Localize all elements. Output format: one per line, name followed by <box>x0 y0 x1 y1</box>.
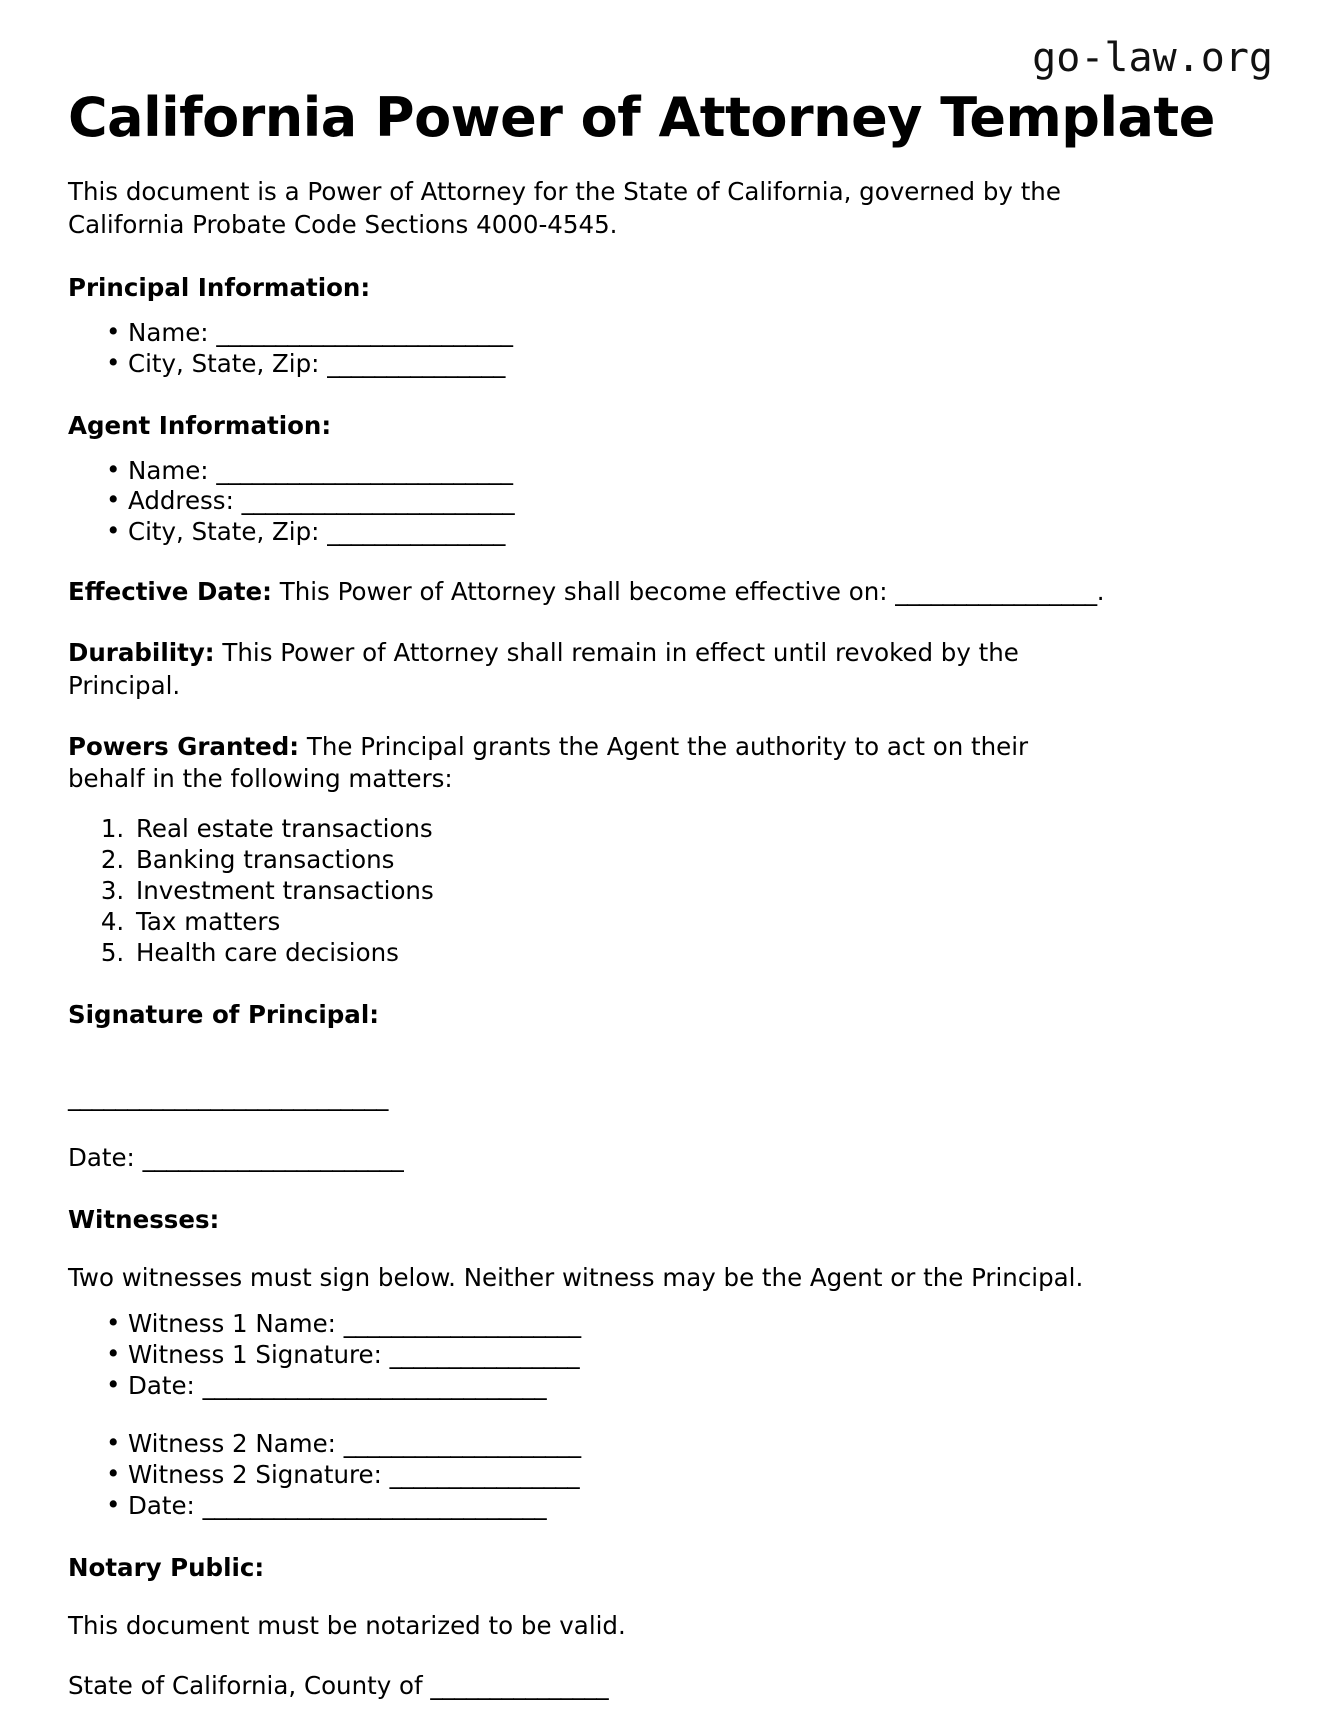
list-item <box>106 517 1271 548</box>
durability-text: This Power of Attorney shall remain in effect until revoked by the Principal. <box>68 637 1019 700</box>
field-blank[interactable]: _________________________ <box>216 317 513 347</box>
agent-fields-list <box>68 456 1271 549</box>
field-label: Witness 2 Signature: <box>128 1460 382 1490</box>
field-label: Witness 1 Signature: <box>128 1339 382 1369</box>
durability-paragraph <box>68 637 1108 703</box>
notary-public-heading: Notary Public: <box>68 1552 265 1582</box>
state-county-blank[interactable]: _______________ <box>430 1670 609 1700</box>
witnesses-heading: Witnesses: <box>68 1205 220 1235</box>
effective-date-blank[interactable]: _________________ <box>895 577 1097 607</box>
powers-granted-label: Powers Granted: <box>68 731 300 761</box>
intro-paragraph: This document is a Power of Attorney for the State of California, governed by the California Probate Code Sections 4000-4545. <box>68 177 1061 240</box>
field-blank[interactable]: _____________________________ <box>202 1370 547 1400</box>
effective-date-text: This Power of Attorney shall become effective on: <box>279 577 888 607</box>
page-title: California Power of Attorney Template <box>68 86 1215 149</box>
list-item <box>106 1340 1271 1371</box>
field-blank[interactable]: ________________ <box>389 1339 580 1369</box>
list-item <box>106 318 1271 349</box>
list-item <box>106 349 1271 380</box>
witnesses-intro: Two witnesses must sign below. Neither witness may be the Agent or the Principal. <box>68 1262 1084 1292</box>
field-blank[interactable]: _______________ <box>327 517 505 547</box>
list-item <box>106 1371 1271 1402</box>
field-blank[interactable]: _______________________ <box>241 486 515 516</box>
field-label: Witness 2 Name: <box>128 1429 336 1459</box>
list-item <box>106 456 1271 487</box>
date-label: Date: <box>68 1143 135 1173</box>
field-blank[interactable]: ____________________ <box>343 1429 581 1459</box>
effective-date-label: Effective Date: <box>68 577 272 607</box>
signature-of-principal-heading: Signature of Principal: <box>68 999 380 1029</box>
bottom-spacer <box>68 1701 1271 1711</box>
list-item <box>106 486 1271 517</box>
field-blank[interactable]: _________________________ <box>216 455 513 485</box>
notary-text: This document must be notarized to be valid. <box>68 1610 626 1640</box>
list-item: 3. Investment transactions <box>132 876 1271 907</box>
field-blank[interactable]: ________________ <box>389 1460 580 1490</box>
list-item: 1. Real estate transactions <box>132 814 1271 845</box>
field-label: Address: <box>128 486 234 516</box>
field-label: Witness 1 Name: <box>128 1308 336 1338</box>
witness-1-fields-list <box>68 1309 1271 1402</box>
witness-2-fields-list <box>68 1429 1271 1522</box>
field-blank[interactable]: _______________ <box>327 348 505 378</box>
field-label: Name: <box>128 317 209 347</box>
field-label: City, State, Zip: <box>128 348 320 378</box>
list-item <box>106 1491 1271 1522</box>
powers-granted-text: The Principal grants the Agent the authority to act on their behalf in the following matters: <box>68 731 1029 794</box>
powers-granted-paragraph <box>68 731 1108 797</box>
field-label: Name: <box>128 455 209 485</box>
principal-information-heading: Principal Information: <box>68 273 371 303</box>
field-blank[interactable]: ____________________ <box>343 1308 581 1338</box>
field-label: Date: <box>128 1491 195 1521</box>
list-item: 2. Banking transactions <box>132 845 1271 876</box>
principal-date-row <box>68 1143 1271 1174</box>
list-item <box>106 1429 1271 1460</box>
state-county-label: State of California, County of <box>68 1670 423 1700</box>
durability-label: Durability: <box>68 637 215 667</box>
effective-date-trailing: . <box>1096 577 1105 607</box>
powers-granted-list <box>68 814 1271 968</box>
list-item <box>106 1460 1271 1491</box>
list-item: 5. Health care decisions <box>132 938 1271 969</box>
list-item <box>106 1309 1271 1340</box>
principal-fields-list <box>68 318 1271 380</box>
site-watermark: go-law.org <box>1032 35 1273 81</box>
field-label: City, State, Zip: <box>128 517 320 547</box>
principal-signature-blank[interactable]: ___________________________ <box>68 1082 388 1112</box>
effective-date-paragraph <box>68 576 1108 609</box>
notary-state-county-row <box>68 1671 1271 1702</box>
agent-information-heading: Agent Information: <box>68 410 332 440</box>
field-blank[interactable]: _____________________________ <box>202 1491 547 1521</box>
field-label: Date: <box>128 1370 195 1400</box>
list-item: 4. Tax matters <box>132 907 1271 938</box>
principal-date-blank[interactable]: ______________________ <box>142 1143 404 1173</box>
